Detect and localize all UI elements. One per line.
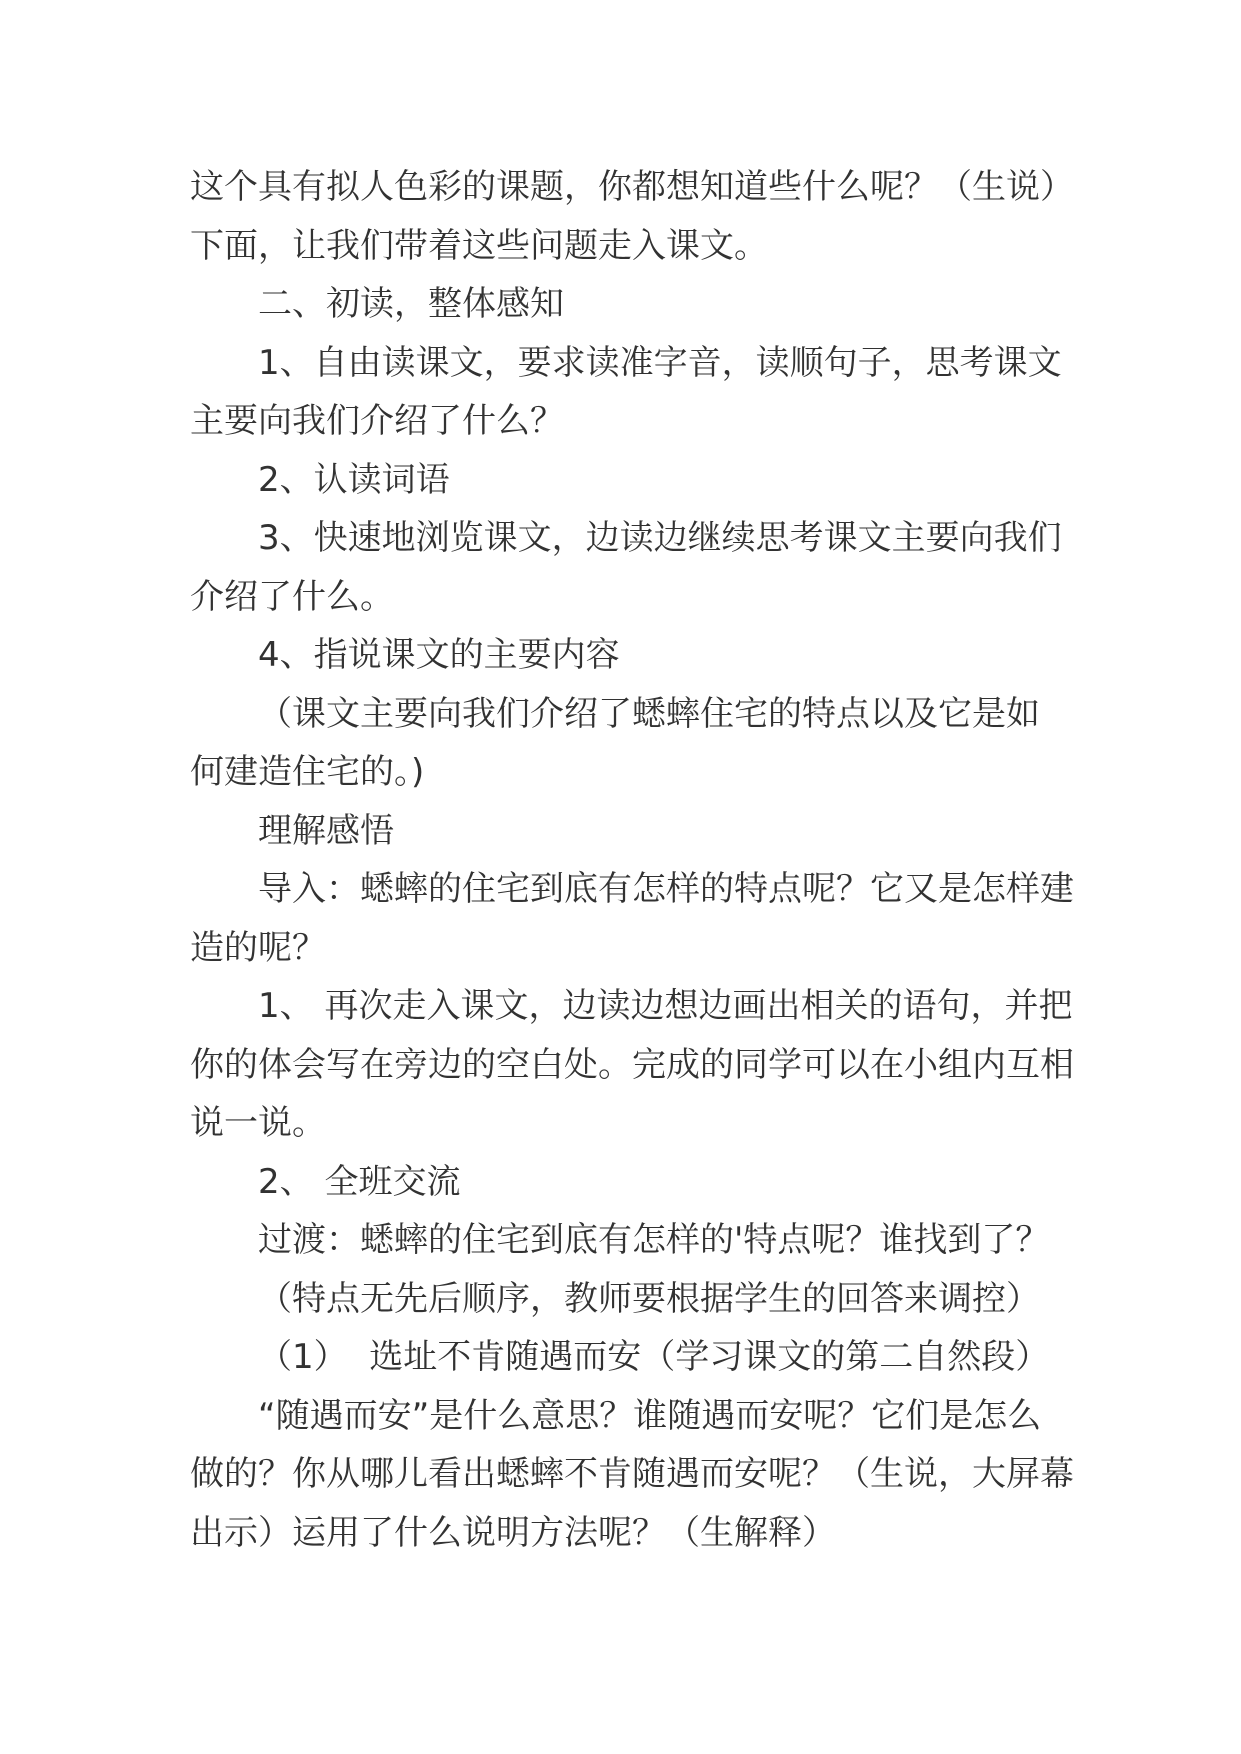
- text-line: （课文主要向我们介绍了蟋蟀住宅的特点以及它是如: [258, 693, 1040, 734]
- text-line: （特点无先后顺序，教师要根据学生的回答来调控）: [258, 1278, 1040, 1319]
- text-content: [190, 158, 1090, 1562]
- text-line: 1、自由读课文，要求读准字音，读顺句子，思考课文: [258, 342, 1062, 383]
- text-line: “随遇而安”是什么意思？谁随遇而安呢？它们是怎么: [258, 1395, 1042, 1436]
- text-line: 你的体会写在旁边的空白处。完成的同学可以在小组内互相: [190, 1044, 1074, 1085]
- text-line: 做的？你从哪儿看出蟋蟀不肯随遇而安呢？（生说，大屏幕: [190, 1454, 1074, 1494]
- text-line: 何建造住宅的。): [190, 752, 425, 792]
- text-line: 2、认读词语: [258, 459, 450, 500]
- text-line: 3、快速地浏览课文，边读边继续思考课文主要向我们: [258, 518, 1062, 558]
- text-line: 这个具有拟人色彩的课题，你都想知道些什么呢？（生说）: [190, 167, 1074, 207]
- text-line: 下面，让我们带着这些问题走入课文。: [190, 225, 768, 266]
- text-line: 理解感悟: [258, 810, 394, 851]
- text-line: 4、指说课文的主要内容: [258, 635, 620, 675]
- text-line: 过渡：蟋蟀的住宅到底有怎样的'特点呢？谁找到了？: [258, 1220, 1050, 1260]
- text-line: 导入：蟋蟀的住宅到底有怎样的特点呢？它又是怎样建: [258, 869, 1074, 909]
- text-line: 2、 全班交流: [258, 1161, 461, 1202]
- text-line: 二、初读，整体感知: [258, 284, 564, 324]
- text-line: 造的呢？: [190, 927, 326, 968]
- text-line: （1） 选址不肯随遇而安（学习课文的第二自然段）: [258, 1337, 1050, 1377]
- text-line: 说一说。: [190, 1103, 326, 1143]
- text-line: 1、 再次走入课文，边读边想边画出相关的语句，并把: [258, 986, 1073, 1026]
- text-line: 介绍了什么。: [190, 576, 394, 617]
- text-line: 出示）运用了什么说明方法呢？（生解释）: [190, 1512, 836, 1553]
- text-line: 主要向我们介绍了什么？: [190, 401, 564, 441]
